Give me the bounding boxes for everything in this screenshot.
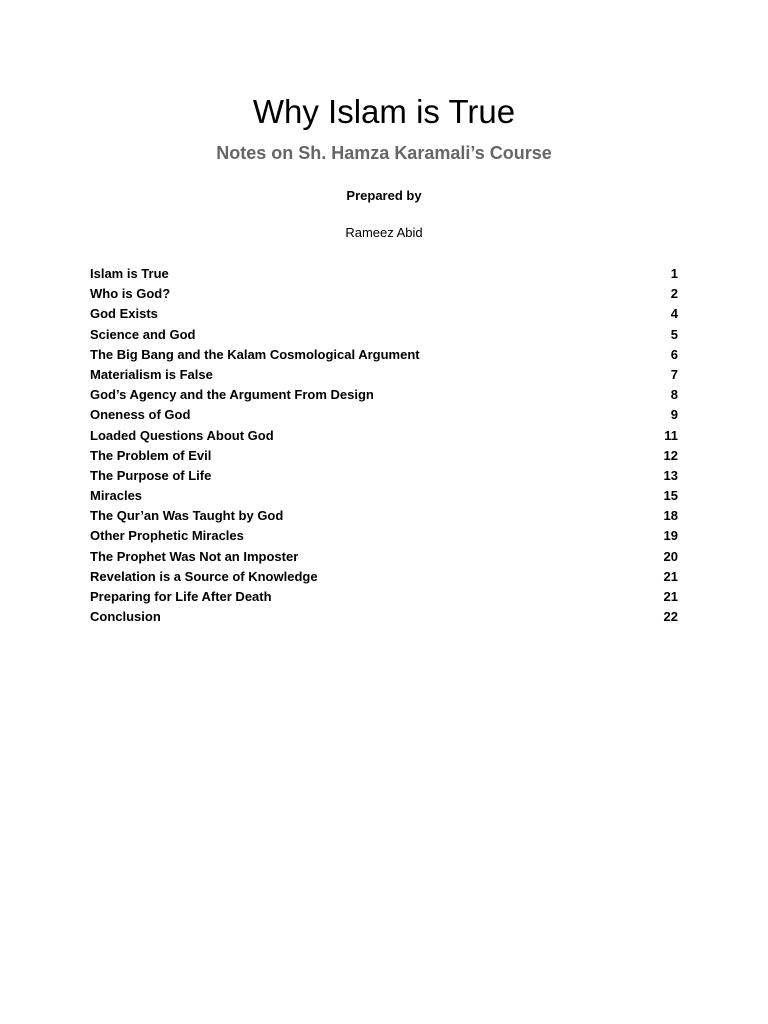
toc-entry-title: The Purpose of Life <box>90 467 212 483</box>
toc-entry[interactable] <box>90 467 678 487</box>
document-title: Why Islam is True <box>252 93 516 130</box>
toc-entry-title: Islam is True <box>90 266 169 281</box>
document-subtitle: Notes on Sh. Hamza Karamali’s Course <box>216 143 552 163</box>
toc-entry-page: 4 <box>670 306 678 322</box>
toc-entry[interactable] <box>90 305 678 325</box>
toc-entry-page: 15 <box>663 488 678 504</box>
toc-entry[interactable] <box>90 326 678 346</box>
toc-entry-page: 11 <box>664 427 678 443</box>
toc-entry-title: Loaded Questions About God <box>90 427 274 443</box>
toc-entry-page: 7 <box>670 366 678 382</box>
toc-entry[interactable] <box>90 346 678 366</box>
toc-entry-title: God Exists <box>90 306 158 322</box>
toc-entry-title: Other Prophetic Miracles <box>90 528 244 544</box>
toc-entry-title: The Qur’an Was Taught by God <box>90 508 284 524</box>
toc-entry[interactable] <box>90 487 678 507</box>
toc-entry-title: Preparing for Life After Death <box>90 589 272 604</box>
toc-entry-title: Oneness of God <box>90 407 191 423</box>
toc-entry-page: 1 <box>670 266 678 281</box>
toc-entry-page: 8 <box>670 387 678 403</box>
toc-entry[interactable] <box>90 265 678 285</box>
toc-entry[interactable] <box>90 568 678 588</box>
toc-entry-page: 22 <box>663 609 678 625</box>
prepared-by-label: Prepared by <box>346 188 422 203</box>
toc-entry-page: 20 <box>663 548 678 564</box>
toc-entry-page: 18 <box>663 508 678 524</box>
toc-entry-title: Miracles <box>90 488 143 504</box>
toc-entry-page: 6 <box>670 346 678 362</box>
toc-entry-title: Science and God <box>90 326 196 342</box>
toc-entry-page: 5 <box>670 326 678 342</box>
toc-entry[interactable] <box>90 366 678 386</box>
toc-entry-page: 19 <box>663 528 678 544</box>
toc-entry[interactable] <box>90 608 678 628</box>
author-name: Rameez Abid <box>345 225 423 240</box>
toc-entry-title: Revelation is a Source of Knowledge <box>90 568 318 584</box>
toc-entry-title: God’s Agency and the Argument From Design <box>90 387 374 403</box>
toc-entry-page: 21 <box>663 589 678 604</box>
toc-entry-page: 21 <box>663 568 678 584</box>
toc-entry[interactable] <box>90 588 678 608</box>
toc-entry[interactable] <box>90 447 678 467</box>
toc-entry-title: Materialism is False <box>90 366 213 382</box>
toc-entry[interactable] <box>90 406 678 426</box>
toc-entry[interactable] <box>90 548 678 568</box>
toc-entry-title: Who is God? <box>90 286 171 302</box>
toc-entry[interactable] <box>90 386 678 406</box>
toc-entry[interactable] <box>90 285 678 305</box>
toc-entry-page: 12 <box>663 447 678 463</box>
toc-entry-page: 2 <box>670 286 678 302</box>
toc-entry-page: 13 <box>663 467 678 483</box>
toc-entry-title: The Problem of Evil <box>90 447 212 463</box>
toc-entry-title: The Prophet Was Not an Imposter <box>90 548 299 564</box>
toc-entry-page: 9 <box>670 407 678 423</box>
toc-entry-title: The Big Bang and the Kalam Cosmological Argument <box>90 346 420 362</box>
toc-entry-title: Conclusion <box>90 609 161 625</box>
toc-entry[interactable] <box>90 507 678 527</box>
table-of-contents <box>90 265 678 628</box>
toc-entry[interactable] <box>90 427 678 447</box>
toc-entry[interactable] <box>90 527 678 547</box>
